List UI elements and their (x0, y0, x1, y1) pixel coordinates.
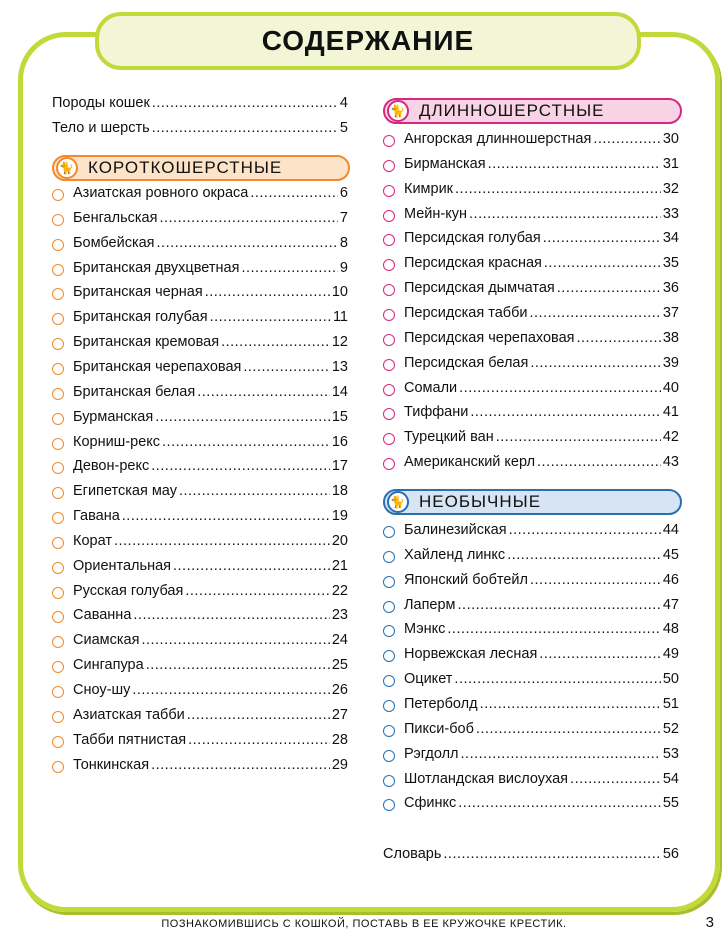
checkbox-circle-icon[interactable] (52, 189, 64, 201)
toc-entry[interactable] (383, 156, 679, 176)
entry-label: Бирманская (404, 155, 486, 172)
leader-dots (459, 380, 661, 396)
toc-entry[interactable] (52, 682, 348, 702)
entry-label: Американский керл (404, 454, 536, 471)
toc-entry[interactable] (52, 210, 348, 230)
leader-dots (162, 434, 330, 450)
entry-label: Лаперм (404, 596, 456, 613)
leader-dots (447, 621, 660, 637)
entry-page: 9 (339, 259, 348, 276)
entry-page: 34 (662, 230, 679, 247)
checkbox-circle-icon[interactable] (52, 363, 64, 375)
entry-label: Оцикет (404, 671, 453, 688)
entry-page: 14 (331, 383, 348, 400)
toc-entry[interactable] (383, 746, 679, 766)
entry-page: 33 (662, 205, 679, 222)
leader-dots (539, 646, 661, 662)
checkbox-circle-icon[interactable] (52, 661, 64, 673)
entry-label: Сноу-шу (73, 682, 131, 698)
toc-entry[interactable] (383, 671, 679, 691)
entry-label: Персидская голубая (404, 230, 541, 247)
entry-label: Гавана (73, 508, 120, 525)
cat-icon: 🐈 (56, 157, 78, 179)
entry-label: Табби пятнистая (73, 731, 187, 748)
checkbox-circle-icon[interactable] (52, 736, 64, 748)
entry-page: 39 (662, 354, 679, 371)
entry-label: Пикси-боб (404, 720, 474, 737)
leader-dots (507, 547, 661, 563)
leader-dots (530, 572, 661, 588)
entry-label: Персидская дымчатая (404, 280, 555, 297)
entry-page: 42 (662, 429, 679, 446)
checkbox-circle-icon[interactable] (383, 384, 395, 396)
toc-entry[interactable] (52, 434, 348, 454)
toc-entry[interactable] (383, 795, 679, 815)
leader-dots (179, 483, 330, 499)
entry-label: Турецкий ван (404, 429, 494, 446)
entry-label: Норвежская лесная (404, 646, 538, 663)
toc-entry[interactable] (52, 483, 348, 503)
toc-entry[interactable] (52, 185, 348, 205)
checkbox-circle-icon[interactable] (52, 388, 64, 400)
toc-entry[interactable] (52, 732, 348, 752)
toc-entry[interactable] (383, 621, 679, 641)
toc-entry[interactable] (52, 707, 348, 727)
entry-label: Бенгальская (73, 209, 158, 226)
toc-entry[interactable] (383, 522, 679, 542)
entry-page: 43 (662, 454, 679, 471)
checkbox-circle-icon[interactable] (383, 210, 395, 222)
entry-page: 16 (331, 433, 348, 450)
toc-entry[interactable] (52, 409, 348, 429)
entry-label: Сфинкс (404, 795, 457, 812)
checkbox-circle-icon[interactable] (383, 408, 395, 420)
checkbox-circle-icon[interactable] (383, 750, 395, 762)
checkbox-circle-icon[interactable] (383, 160, 395, 172)
entry-label: Бурманская (73, 408, 154, 425)
toc-entry[interactable] (383, 280, 679, 300)
toc-entry[interactable] (383, 355, 679, 375)
checkbox-circle-icon[interactable] (52, 438, 64, 450)
checkbox-circle-icon[interactable] (52, 636, 64, 648)
section-title: ДЛИННОШЕРСТНЫЕ (419, 101, 605, 120)
checkbox-circle-icon[interactable] (383, 576, 395, 588)
checkbox-circle-icon[interactable] (52, 761, 64, 773)
page-title: СОДЕРЖАНИЕ (95, 12, 641, 70)
checkbox-circle-icon[interactable] (52, 587, 64, 599)
entry-page: 55 (662, 795, 679, 812)
entry-page: 41 (662, 404, 679, 421)
toc-entry[interactable] (383, 721, 679, 741)
toc-entry[interactable] (52, 309, 348, 329)
toc-entry[interactable] (383, 206, 679, 226)
leader-dots (210, 309, 331, 325)
toc-entry[interactable] (383, 696, 679, 716)
checkbox-circle-icon[interactable] (383, 551, 395, 563)
entry-page: 52 (662, 720, 679, 737)
entry-label: Британская двухцветная (73, 259, 240, 276)
entry-label: Ориентальная (73, 557, 171, 574)
toc-entry[interactable] (52, 607, 348, 627)
leader-dots (188, 732, 330, 748)
entry-page: 19 (331, 508, 348, 525)
checkbox-circle-icon[interactable] (383, 526, 395, 538)
entry-page: 7 (339, 209, 348, 226)
entry-page: 44 (662, 522, 679, 538)
leader-dots (122, 508, 330, 524)
leader-dots (461, 746, 661, 762)
cat-icon: 🐈 (387, 491, 409, 513)
toc-entry[interactable] (52, 384, 348, 404)
entry-label: Русская голубая (73, 582, 184, 599)
toc-entry[interactable] (52, 508, 348, 528)
entry-page: 28 (331, 731, 348, 748)
leader-dots (157, 235, 338, 251)
entry-label: Девон-рекс (73, 458, 150, 475)
entry-label: Корат (73, 532, 112, 549)
leader-dots (151, 458, 330, 474)
entry-label: Японский бобтейл (404, 571, 528, 588)
entry-page: 6 (339, 185, 348, 201)
checkbox-circle-icon[interactable] (52, 537, 64, 549)
toc-entry[interactable] (383, 454, 679, 474)
toc-entry[interactable] (52, 533, 348, 553)
entry-page: 13 (331, 358, 348, 375)
entry-label: Мейн-кун (404, 205, 468, 222)
entry-page: 24 (331, 632, 348, 649)
footer-hint: ПОЗНАКОМИВШИСЬ С КОШКОЙ, ПОСТАВЬ В ЕЕ КРУЖОЧКЕ КРЕСТИК. (161, 918, 567, 930)
leader-dots (509, 522, 661, 538)
toc-entry[interactable] (383, 255, 679, 275)
entry-label: Британская кремовая (73, 334, 220, 351)
checkbox-circle-icon[interactable] (383, 799, 395, 811)
toc-entry[interactable] (52, 120, 348, 140)
entry-label: Сиамская (73, 632, 140, 649)
toc-entry[interactable] (52, 260, 348, 280)
checkbox-circle-icon[interactable] (383, 135, 395, 147)
entry-label: Персидская белая (404, 354, 529, 371)
checkbox-circle-icon[interactable] (52, 462, 64, 474)
leader-dots (496, 429, 661, 445)
checkbox-circle-icon[interactable] (52, 239, 64, 251)
toc-entry[interactable] (52, 334, 348, 354)
toc-entry[interactable] (383, 547, 679, 567)
entry-page: 49 (662, 646, 679, 663)
checkbox-circle-icon[interactable] (52, 264, 64, 276)
toc-entry[interactable] (383, 131, 679, 151)
leader-dots (469, 206, 661, 222)
leader-dots (114, 533, 330, 549)
entry-label: Корниш-рекс (73, 433, 161, 450)
entry-label: Персидская табби (404, 304, 528, 321)
entry-label: Британская черная (73, 284, 203, 301)
toc-entry[interactable] (52, 284, 348, 304)
entry-label: Британская черепаховая (73, 358, 242, 375)
entry-page: 8 (339, 234, 348, 251)
entry-page: 4 (339, 95, 348, 111)
entry-label: Мэнкс (404, 621, 446, 638)
checkbox-circle-icon[interactable] (383, 650, 395, 662)
page-number: 3 (705, 914, 714, 931)
leader-dots (458, 597, 661, 613)
entry-label: Персидская красная (404, 255, 542, 272)
leader-dots (480, 696, 661, 712)
leader-dots (476, 721, 661, 737)
entry-page: 30 (662, 131, 679, 147)
entry-page: 15 (331, 408, 348, 425)
toc-entry[interactable] (383, 330, 679, 350)
entry-page: 51 (662, 695, 679, 712)
checkbox-circle-icon[interactable] (52, 313, 64, 325)
checkbox-circle-icon[interactable] (383, 775, 395, 787)
toc-entry[interactable] (383, 771, 679, 791)
leader-dots (443, 846, 660, 862)
checkbox-circle-icon[interactable] (52, 413, 64, 425)
checkbox-circle-icon[interactable] (383, 433, 395, 445)
entry-label: Британская голубая (73, 309, 208, 326)
entry-label: Британская белая (73, 383, 196, 400)
entry-label: Тонкинская (73, 756, 150, 773)
entry-page: 25 (331, 657, 348, 674)
entry-page: 11 (332, 309, 348, 326)
toc-entry[interactable] (52, 359, 348, 379)
entry-page: 26 (331, 682, 348, 698)
entry-page: 18 (331, 483, 348, 500)
leader-dots (132, 682, 330, 698)
checkbox-circle-icon[interactable] (383, 625, 395, 637)
entry-page: 29 (331, 756, 348, 773)
leader-dots (570, 771, 661, 787)
entry-label: Балинезийская (404, 522, 507, 538)
leader-dots (187, 707, 330, 723)
toc-entry[interactable] (383, 380, 679, 400)
cat-icon: 🐈 (387, 100, 409, 122)
entry-page: 37 (662, 304, 679, 321)
toc-entry[interactable] (383, 846, 679, 866)
checkbox-circle-icon[interactable] (383, 359, 395, 371)
checkbox-circle-icon[interactable] (383, 284, 395, 296)
entry-page: 20 (331, 532, 348, 549)
entry-label: Ангорская длинношерстная (404, 131, 592, 147)
entry-label: Кимрик (404, 180, 454, 197)
entry-page: 32 (662, 180, 679, 197)
leader-dots (241, 260, 337, 276)
entry-page: 53 (662, 745, 679, 762)
entry-page: 54 (662, 770, 679, 787)
entry-page: 21 (331, 557, 348, 574)
checkbox-circle-icon[interactable] (52, 711, 64, 723)
entry-label: Шотландская вислоухая (404, 770, 569, 787)
leader-dots (151, 757, 330, 773)
checkbox-circle-icon[interactable] (383, 601, 395, 613)
entry-page: 23 (331, 607, 348, 624)
toc-entry[interactable] (52, 458, 348, 478)
leader-dots (197, 384, 330, 400)
leader-dots (458, 795, 661, 811)
entry-page: 12 (331, 334, 348, 351)
toc-entry[interactable] (383, 230, 679, 250)
checkbox-circle-icon[interactable] (52, 562, 64, 574)
section-title: КОРОТКОШЕРСТНЫЕ (88, 158, 283, 177)
leader-dots (454, 671, 660, 687)
leader-dots (593, 131, 661, 147)
checkbox-circle-icon[interactable] (52, 686, 64, 698)
leader-dots (146, 657, 330, 673)
toc-entry[interactable] (52, 657, 348, 677)
entry-page: 46 (662, 571, 679, 588)
entry-label: Сингапура (73, 657, 144, 674)
checkbox-circle-icon[interactable] (52, 214, 64, 226)
entry-label: Азиатская табби (73, 706, 185, 723)
leader-dots (577, 330, 661, 346)
entry-label: Египетская мау (73, 483, 177, 500)
checkbox-circle-icon[interactable] (52, 487, 64, 499)
toc-entry[interactable] (383, 181, 679, 201)
checkbox-circle-icon[interactable] (52, 512, 64, 524)
toc-entry[interactable] (383, 597, 679, 617)
entry-page: 22 (331, 582, 348, 599)
toc-entry[interactable] (52, 632, 348, 652)
checkbox-circle-icon[interactable] (383, 458, 395, 470)
section-header (52, 155, 350, 181)
leader-dots (250, 185, 338, 201)
checkbox-circle-icon[interactable] (383, 675, 395, 687)
entry-page: 45 (662, 546, 679, 563)
entry-page: 38 (662, 329, 679, 346)
toc-entry[interactable] (52, 95, 348, 115)
entry-label: Бомбейская (73, 234, 155, 251)
entry-label: Тело и шерсть (52, 120, 150, 136)
toc-entry[interactable] (383, 404, 679, 424)
toc-entry[interactable] (383, 305, 679, 325)
entry-page: 47 (662, 596, 679, 613)
section-header (383, 98, 682, 124)
leader-dots (529, 305, 660, 321)
section-title: НЕОБЫЧНЫЕ (419, 492, 542, 511)
entry-page: 35 (662, 255, 679, 272)
entry-page: 50 (662, 671, 679, 688)
leader-dots (185, 583, 330, 599)
leader-dots (152, 95, 338, 111)
entry-label: Сомали (404, 379, 458, 396)
entry-page: 36 (662, 280, 679, 297)
leader-dots (205, 284, 330, 300)
leader-dots (544, 255, 661, 271)
checkbox-circle-icon[interactable] (52, 338, 64, 350)
leader-dots (470, 404, 661, 420)
leader-dots (221, 334, 330, 350)
toc-entry[interactable] (52, 757, 348, 777)
toc-entry[interactable] (52, 583, 348, 603)
checkbox-circle-icon[interactable] (52, 611, 64, 623)
section-header (383, 489, 682, 515)
leader-dots (133, 607, 329, 623)
leader-dots (173, 558, 330, 574)
entry-label: Азиатская ровного окраса (73, 185, 249, 201)
entry-label: Персидская черепаховая (404, 329, 575, 346)
leader-dots (141, 632, 329, 648)
leader-dots (155, 409, 330, 425)
checkbox-circle-icon[interactable] (383, 234, 395, 246)
leader-dots (537, 454, 661, 470)
checkbox-circle-icon[interactable] (52, 288, 64, 300)
entry-label: Словарь (383, 846, 442, 862)
toc-entry[interactable] (52, 235, 348, 255)
leader-dots (488, 156, 661, 172)
leader-dots (543, 230, 661, 246)
leader-dots (530, 355, 661, 371)
entry-page: 56 (662, 846, 679, 862)
entry-page: 10 (331, 284, 348, 301)
leader-dots (159, 210, 337, 226)
checkbox-circle-icon[interactable] (383, 334, 395, 346)
toc-entry[interactable] (383, 646, 679, 666)
entry-page: 40 (662, 379, 679, 396)
checkbox-circle-icon[interactable] (383, 725, 395, 737)
entry-label: Хайленд линкс (404, 546, 506, 563)
leader-dots (557, 280, 661, 296)
checkbox-circle-icon[interactable] (383, 185, 395, 197)
entry-label: Рэгдолл (404, 745, 459, 762)
entry-page: 48 (662, 621, 679, 638)
entry-label: Тиффани (404, 404, 469, 421)
entry-page: 5 (339, 120, 348, 136)
entry-label: Саванна (73, 607, 132, 624)
entry-page: 27 (331, 706, 348, 723)
entry-page: 17 (331, 458, 348, 475)
checkbox-circle-icon[interactable] (383, 309, 395, 321)
checkbox-circle-icon[interactable] (383, 700, 395, 712)
leader-dots (455, 181, 661, 197)
leader-dots (243, 359, 330, 375)
leader-dots (152, 120, 338, 136)
checkbox-circle-icon[interactable] (383, 259, 395, 271)
toc-entry[interactable] (383, 429, 679, 449)
entry-label: Петерболд (404, 695, 478, 712)
toc-entry[interactable] (383, 572, 679, 592)
entry-page: 31 (662, 155, 679, 172)
entry-label: Породы кошек (52, 95, 150, 111)
toc-entry[interactable] (52, 558, 348, 578)
